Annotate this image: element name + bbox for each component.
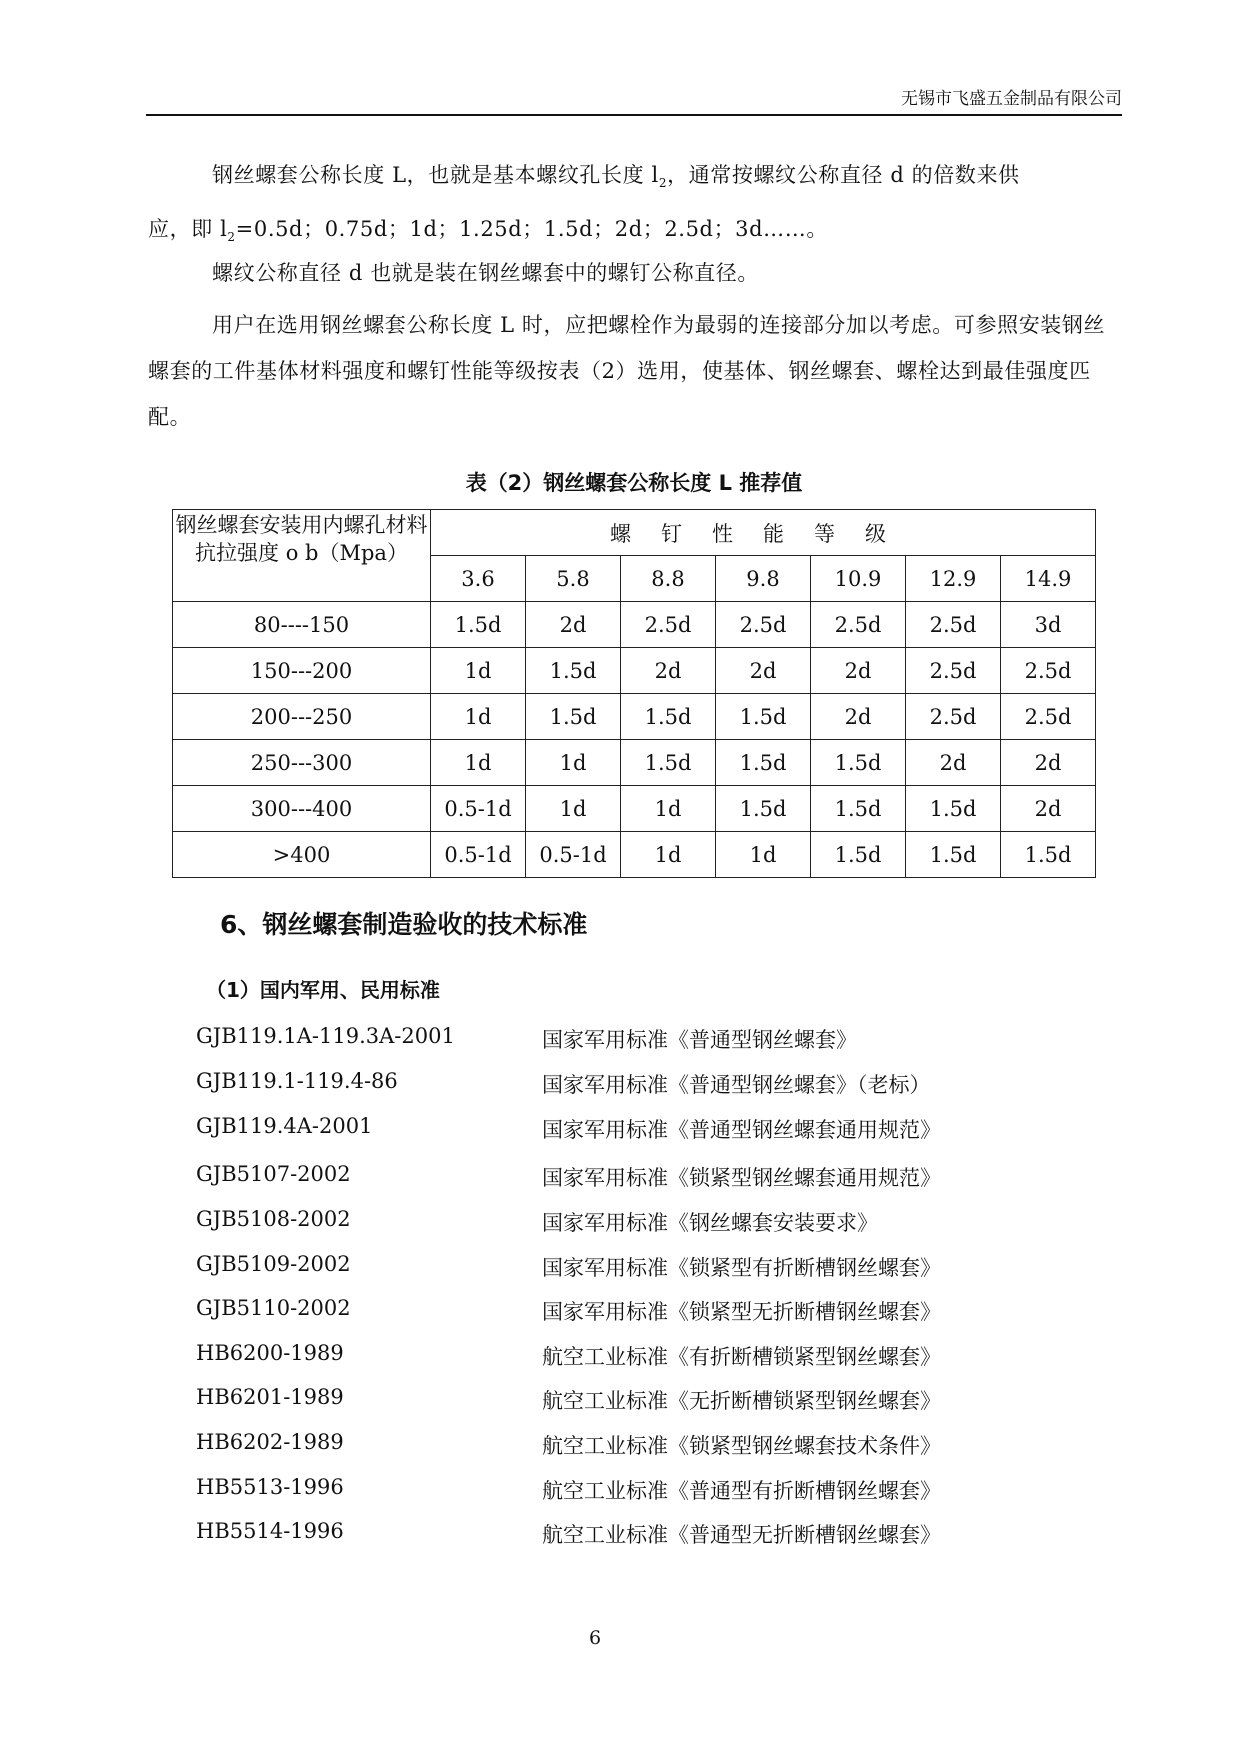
standard-code: GJB5108-2002 xyxy=(196,1207,351,1231)
length-value-cell: 1.5d xyxy=(811,832,906,878)
section-subtitle: （1）国内军用、民用标准 xyxy=(206,978,440,1002)
length-value-cell: 2.5d xyxy=(906,602,1001,648)
standard-code: GJB5110-2002 xyxy=(196,1296,351,1320)
standard-item xyxy=(196,1069,1096,1099)
standard-code: HB5514-1996 xyxy=(196,1519,344,1543)
table-row xyxy=(173,740,1096,786)
length-value-cell: 0.5-1d xyxy=(431,832,526,878)
corner-header: 钢丝螺套安装用内螺孔材料抗拉强度 ο b（Mpa） xyxy=(173,510,431,602)
length-value-cell: 2.5d xyxy=(811,602,906,648)
standard-item xyxy=(196,1296,1096,1326)
length-value-cell: 1d xyxy=(621,832,716,878)
length-value-cell: 1.5d xyxy=(716,786,811,832)
standard-item xyxy=(196,1385,1096,1415)
table-header-row xyxy=(173,510,1096,556)
strength-cell: 200---250 xyxy=(173,694,431,740)
standard-code: GJB119.4A-2001 xyxy=(196,1114,373,1138)
standard-code: GJB119.1A-119.3A-2001 xyxy=(196,1024,455,1048)
p1-line2-subscript: 2 xyxy=(227,230,236,245)
strength-cell: >400 xyxy=(173,832,431,878)
grade-header-cell: 5.8 xyxy=(526,556,621,602)
standard-description: 航空工业标准《无折断槽锁紧型钢丝螺套》 xyxy=(542,1389,941,1413)
p1-line2-a: 应，即 l xyxy=(148,217,228,242)
length-value-cell: 1.5d xyxy=(716,740,811,786)
standard-code: GJB5107-2002 xyxy=(196,1162,351,1186)
length-value-cell: 2.5d xyxy=(1001,694,1096,740)
p1-text-a: 钢丝螺套公称长度 L，也就是基本螺纹孔长度 l xyxy=(212,163,659,187)
length-value-cell: 1d xyxy=(716,832,811,878)
standard-description: 国家军用标准《普通型钢丝螺套》 xyxy=(542,1028,857,1052)
length-value-cell: 2d xyxy=(526,602,621,648)
header-rule xyxy=(146,114,1122,116)
section-title: 6、钢丝螺套制造验收的技术标准 xyxy=(220,910,588,939)
length-value-cell: 2d xyxy=(906,740,1001,786)
standard-description: 国家军用标准《普通型钢丝螺套》（老标） xyxy=(542,1073,931,1097)
table-caption: 表（2）钢丝螺套公称长度 L 推荐值 xyxy=(465,471,803,495)
length-value-cell: 1.5d xyxy=(621,740,716,786)
length-value-cell: 2d xyxy=(811,648,906,694)
length-value-cell: 2.5d xyxy=(906,648,1001,694)
standard-description: 国家军用标准《锁紧型无折断槽钢丝螺套》 xyxy=(542,1300,941,1324)
length-value-cell: 0.5-1d xyxy=(431,786,526,832)
standard-description: 航空工业标准《普通型无折断槽钢丝螺套》 xyxy=(542,1523,941,1547)
page-header-company: 无锡市飞盛五金制品有限公司 xyxy=(901,89,1122,109)
paragraph-selection-guide: 用户在选用钢丝螺套公称长度 L 时，应把螺栓作为最弱的连接部分加以考虑。可参照安装钢丝螺套的工件基体材料强度和螺钉性能等级按表（2）选用，使基体、钢丝螺套、螺栓达到最佳强度匹配。 xyxy=(148,313,1106,429)
standard-description: 航空工业标准《有折断槽锁紧型钢丝螺套》 xyxy=(542,1345,941,1369)
length-value-cell: 1d xyxy=(431,740,526,786)
strength-cell: 150---200 xyxy=(173,648,431,694)
grade-header-cell: 10.9 xyxy=(811,556,906,602)
standard-description: 航空工业标准《锁紧型钢丝螺套技术条件》 xyxy=(542,1434,941,1458)
length-value-cell: 2d xyxy=(1001,740,1096,786)
strength-cell: 250---300 xyxy=(173,740,431,786)
length-value-cell: 1d xyxy=(526,740,621,786)
length-value-cell: 1.5d xyxy=(906,832,1001,878)
length-value-cell: 3d xyxy=(1001,602,1096,648)
length-value-cell: 2d xyxy=(1001,786,1096,832)
standard-description: 国家军用标准《钢丝螺套安装要求》 xyxy=(542,1211,878,1235)
length-value-cell: 1.5d xyxy=(526,694,621,740)
page-number: 6 xyxy=(588,1627,602,1649)
table-row xyxy=(173,602,1096,648)
length-value-cell: 1.5d xyxy=(811,786,906,832)
recommended-length-table xyxy=(172,509,1096,878)
standard-description: 国家军用标准《锁紧型有折断槽钢丝螺套》 xyxy=(542,1256,941,1280)
length-value-cell: 2d xyxy=(716,648,811,694)
standard-item xyxy=(196,1162,1096,1192)
standard-code: HB6200-1989 xyxy=(196,1341,344,1365)
table-row xyxy=(173,694,1096,740)
length-value-cell: 1d xyxy=(621,786,716,832)
table-row xyxy=(173,832,1096,878)
paragraph-nominal-length xyxy=(148,152,1120,260)
standard-item xyxy=(196,1341,1096,1371)
grade-header-cell: 14.9 xyxy=(1001,556,1096,602)
length-value-cell: 2.5d xyxy=(716,602,811,648)
standard-code: HB6202-1989 xyxy=(196,1430,344,1454)
length-value-cell: 2.5d xyxy=(906,694,1001,740)
length-value-cell: 1.5d xyxy=(1001,832,1096,878)
standard-description: 国家军用标准《普通型钢丝螺套通用规范》 xyxy=(542,1118,941,1142)
length-value-cell: 2d xyxy=(811,694,906,740)
standard-item xyxy=(196,1114,1096,1144)
length-value-cell: 2.5d xyxy=(621,602,716,648)
length-value-cell: 1.5d xyxy=(431,602,526,648)
standard-code: HB5513-1996 xyxy=(196,1475,344,1499)
strength-cell: 80----150 xyxy=(173,602,431,648)
grade-header-cell: 8.8 xyxy=(621,556,716,602)
table-row xyxy=(173,648,1096,694)
standard-item xyxy=(196,1519,1096,1549)
table-row xyxy=(173,786,1096,832)
grade-header-cell: 3.6 xyxy=(431,556,526,602)
group-header: 螺钉性能等级 xyxy=(431,510,1096,556)
standard-item xyxy=(196,1252,1096,1282)
length-value-cell: 2d xyxy=(621,648,716,694)
standard-description: 国家军用标准《锁紧型钢丝螺套通用规范》 xyxy=(542,1166,941,1190)
standard-item xyxy=(196,1024,1096,1054)
grade-header-cell: 9.8 xyxy=(716,556,811,602)
standard-description: 航空工业标准《普通型有折断槽钢丝螺套》 xyxy=(542,1479,941,1503)
strength-cell: 300---400 xyxy=(173,786,431,832)
length-value-cell: 1.5d xyxy=(621,694,716,740)
length-value-cell: 1d xyxy=(526,786,621,832)
p1-text-b: ，通常按螺纹公称直径 d 的倍数来供 xyxy=(667,163,1020,187)
standard-item xyxy=(196,1475,1096,1505)
standard-item xyxy=(196,1207,1096,1237)
paragraph-thread-diameter: 螺纹公称直径 d 也就是装在钢丝螺套中的螺钉公称直径。 xyxy=(212,261,759,285)
length-value-cell: 1.5d xyxy=(716,694,811,740)
standard-code: GJB5109-2002 xyxy=(196,1252,351,1276)
p1-line2-b: =0.5d；0.75d；1d；1.25d；1.5d；2d；2.5d；3d……。 xyxy=(235,217,828,242)
standard-code: HB6201-1989 xyxy=(196,1385,344,1409)
standard-item xyxy=(196,1430,1096,1460)
length-value-cell: 0.5-1d xyxy=(526,832,621,878)
p1-subscript: 2 xyxy=(658,176,668,191)
grade-header-cell: 12.9 xyxy=(906,556,1001,602)
length-value-cell: 1d xyxy=(431,694,526,740)
length-value-cell: 2.5d xyxy=(1001,648,1096,694)
standard-code: GJB119.1-119.4-86 xyxy=(196,1069,398,1093)
length-value-cell: 1.5d xyxy=(811,740,906,786)
length-value-cell: 1d xyxy=(431,648,526,694)
length-value-cell: 1.5d xyxy=(906,786,1001,832)
length-value-cell: 1.5d xyxy=(526,648,621,694)
